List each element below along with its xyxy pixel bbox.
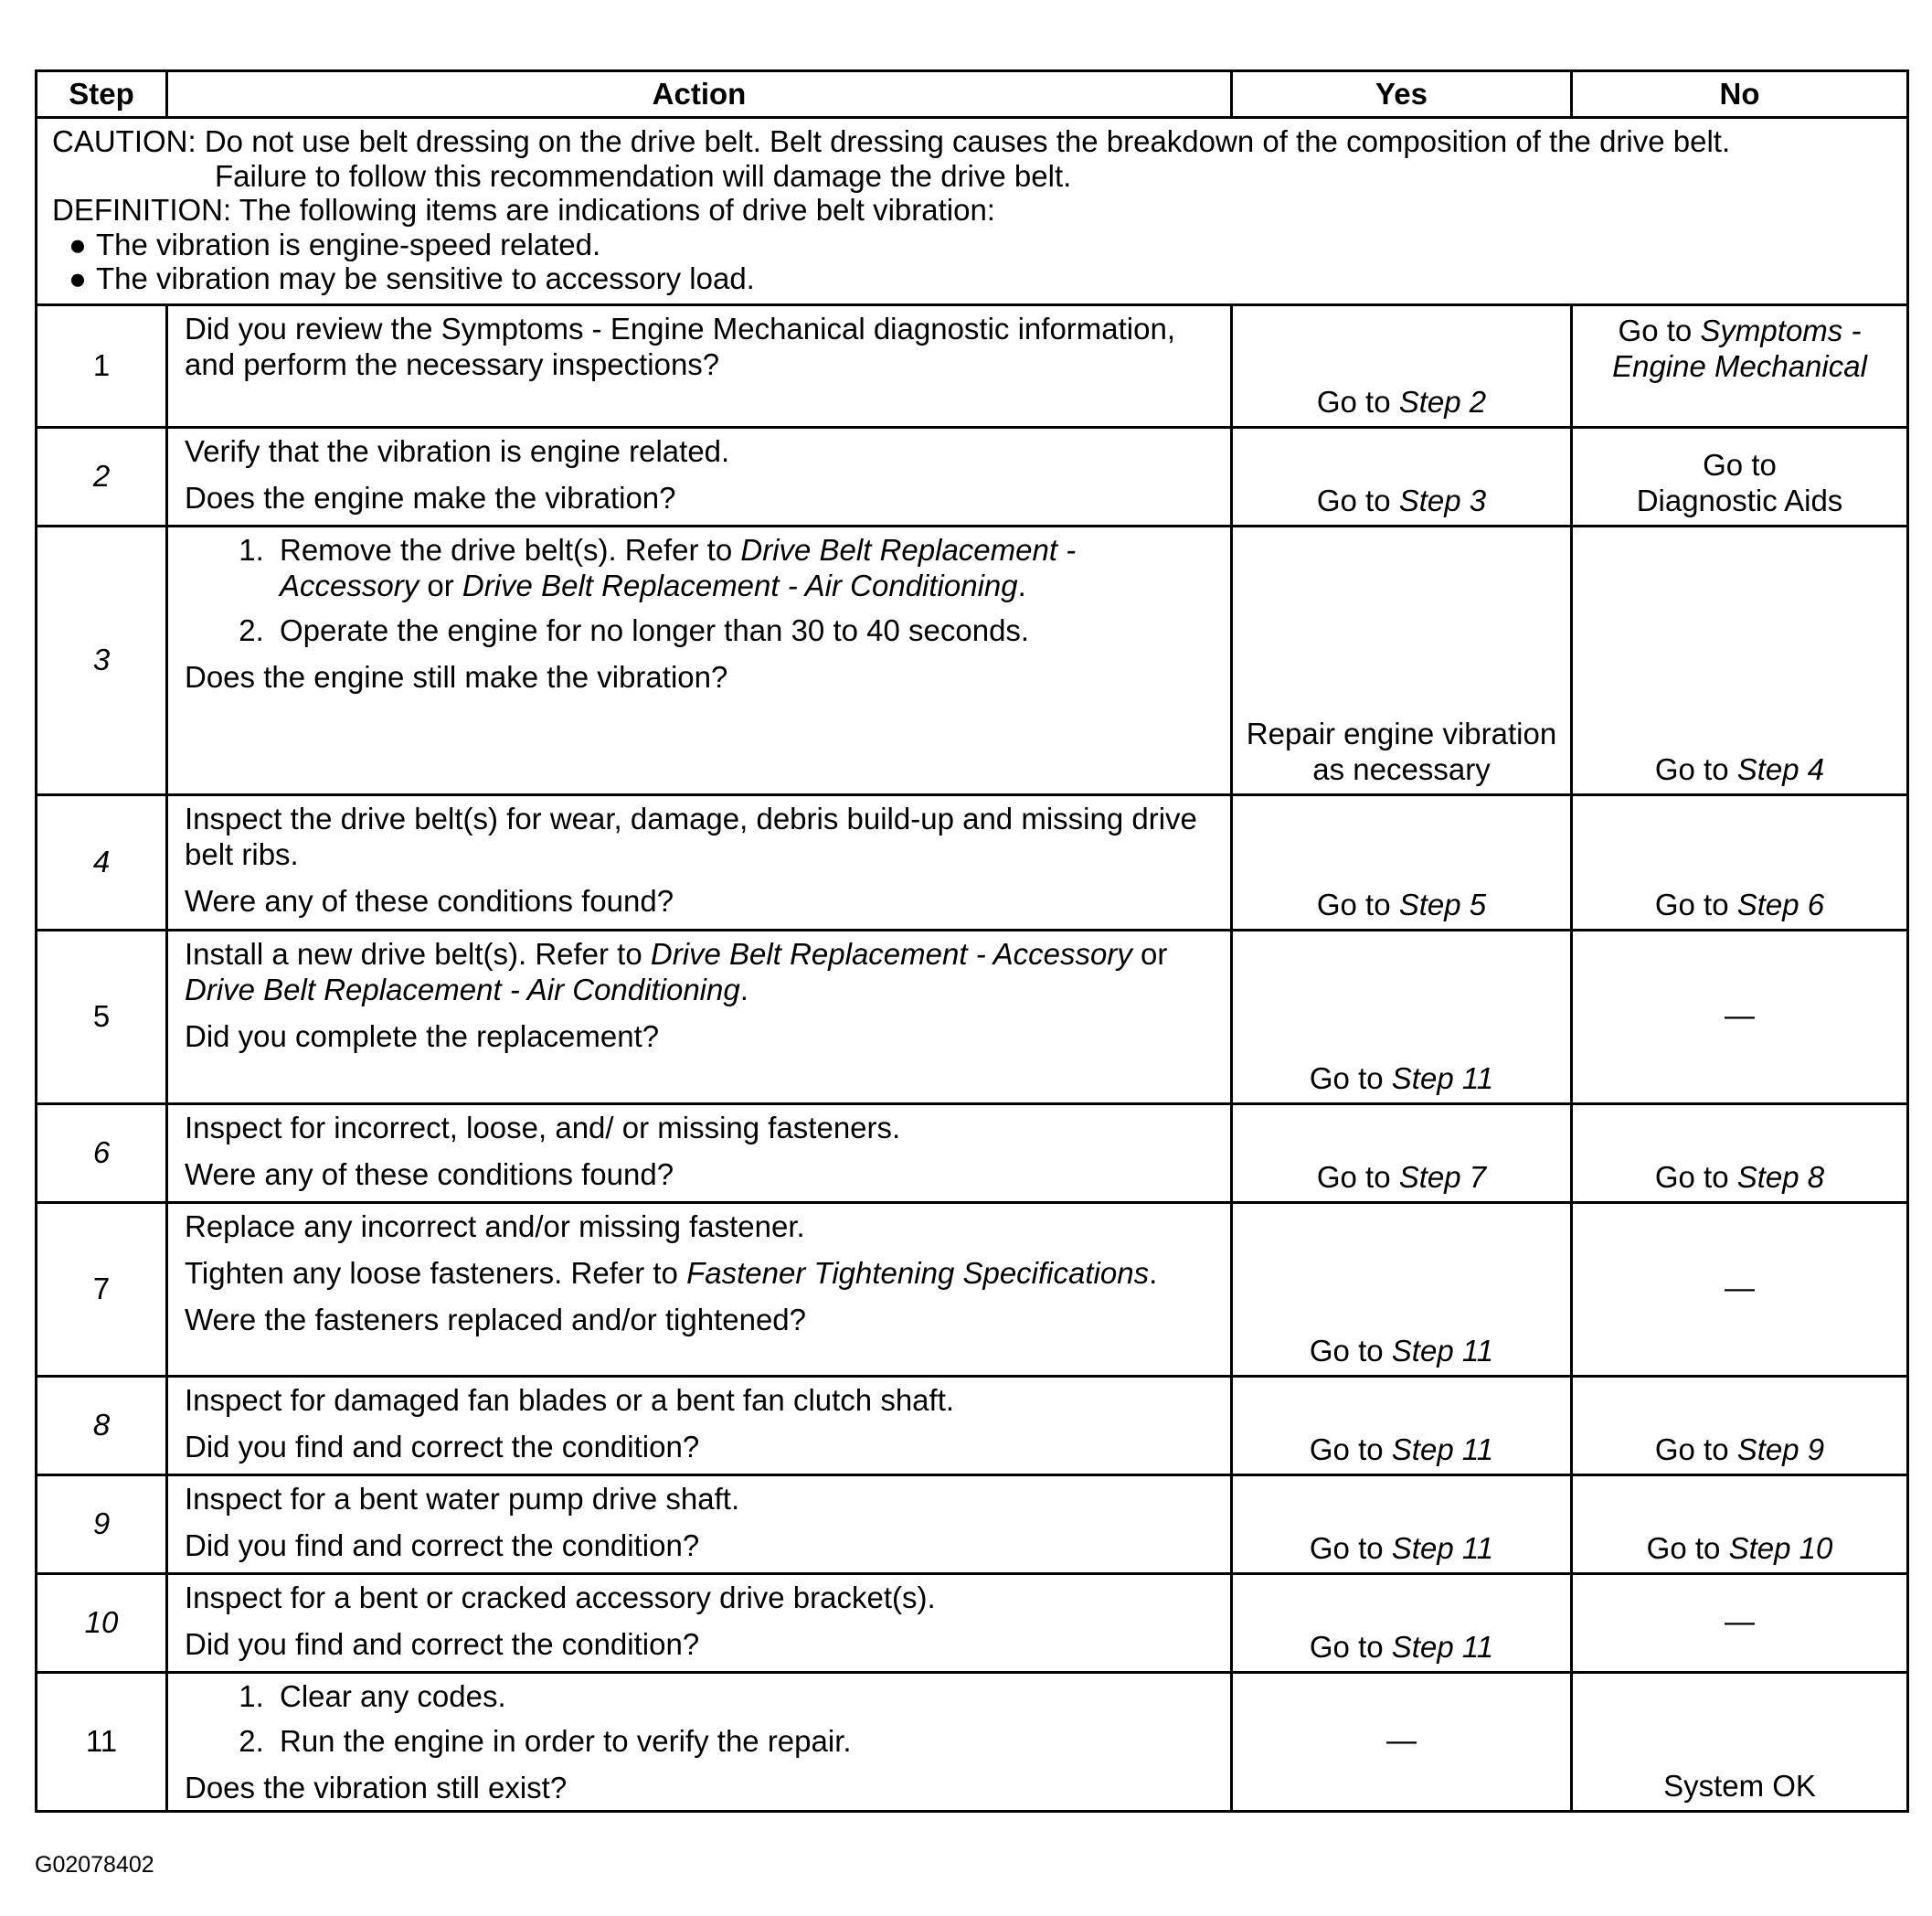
bullet-icon: ● [69,227,87,261]
figure-id: G02078402 [35,1852,154,1878]
no-cell: — [1572,1574,1908,1673]
table-row [37,527,1908,795]
action-text: Install a new drive belt(s). Refer to Drive Belt Replacement - Accessory or Drive Belt Replacement - Air Conditioning. [185,937,1168,1006]
definition-line: DEFINITION: The following items are indications of drive belt vibration: [52,193,995,228]
action-cell [167,527,1232,795]
action-text: Inspect for incorrect, loose, and/ or missing fasteners. [185,1111,901,1145]
table-row [37,1475,1908,1574]
action-list [185,1679,1214,1760]
action-cell [167,795,1232,931]
yes-cell: Go to Step 11 [1232,1475,1572,1574]
action-question: Were any of these conditions found? [185,883,674,918]
header-yes: Yes [1232,71,1572,118]
action-question: Did you find and correct the condition? [185,1429,700,1464]
no-cell: System OK [1572,1673,1908,1812]
step-number: 10 [37,1574,167,1673]
table-row [37,795,1908,931]
action-question: Did you find and correct the condition? [185,1626,700,1661]
yes-cell: Go to Step 11 [1232,1377,1572,1475]
action-question: Does the engine make the vibration? [185,480,676,515]
action-cell [167,931,1232,1104]
action-text: Inspect for damaged fan blades or a bent fan clutch shaft. [185,1383,955,1418]
table-row [37,1377,1908,1475]
caution-line-1: CAUTION: Do not use belt dressing on the drive belt. Belt dressing causes the breakdown of the composition of the drive belt. [52,124,1731,158]
yes-cell: Go to Step 3 [1232,428,1572,527]
step-number: 6 [37,1104,167,1203]
action-cell [167,1203,1232,1377]
action-text: Did you review the Symptoms - Engine Mechanical diagnostic information, and perform the necessary inspections? [185,312,1176,381]
yes-cell: Go to Step 2 [1232,305,1572,428]
caution-line-2: Failure to follow this recommendation will damage the drive belt. [215,158,1072,193]
no-cell: Go to Step 8 [1572,1104,1908,1203]
header-action: Action [167,71,1232,118]
action-text: Verify that the vibration is engine related. [185,434,730,469]
action-question: Did you find and correct the condition? [185,1527,700,1562]
action-question: Were the fasteners replaced and/or tightened? [185,1302,806,1336]
action-list [185,533,1214,649]
step-number: 5 [37,931,167,1104]
action-text: Replace any incorrect and/or missing fastener. [185,1209,805,1244]
table-row [37,305,1908,428]
no-cell: — [1572,1203,1908,1377]
yes-cell: Go to Step 11 [1232,931,1572,1104]
list-item: 2. Run the engine in order to verify the repair. [272,1724,1214,1760]
action-text: Inspect the drive belt(s) for wear, damage, debris build-up and missing drive belt ribs. [185,802,1197,871]
table-row [37,1203,1908,1377]
action-cell [167,1104,1232,1203]
action-question: Did you complete the replacement? [185,1018,660,1053]
action-cell [167,1673,1232,1812]
step-number: 4 [37,795,167,931]
diagnostic-table [35,69,1909,1813]
table-row [37,1104,1908,1203]
yes-cell: Go to Step 5 [1232,795,1572,931]
header-row [37,71,1908,118]
step-number: 2 [37,428,167,527]
yes-cell: Go to Step 11 [1232,1574,1572,1673]
action-cell [167,305,1232,428]
step-number: 8 [37,1377,167,1475]
action-cell [167,428,1232,527]
action-text: Inspect for a bent water pump drive shaft. [185,1482,740,1517]
yes-cell: Go to Step 7 [1232,1104,1572,1203]
step-number: 3 [37,527,167,795]
caution-definition-note [37,118,1908,305]
table-row [37,428,1908,527]
step-number: 1 [37,305,167,428]
yes-cell: Repair engine vibration as necessary [1232,527,1572,795]
action-question: Does the vibration still exist? [185,1770,568,1804]
list-item: 2. Operate the engine for no longer than 30 to 40 seconds. [272,613,1214,649]
bullet-icon: ● [69,261,87,296]
step-number: 9 [37,1475,167,1574]
no-cell: Go to Symptoms - Engine Mechanical [1572,305,1908,428]
no-cell: Go to Step 4 [1572,527,1908,795]
step-number: 7 [37,1203,167,1377]
list-item: 1. Remove the drive belt(s). Refer to Drive Belt Replacement - Accessory or Drive Belt Replacement - Air Conditioning. [272,533,1214,604]
action-cell [167,1377,1232,1475]
table-row [37,931,1908,1104]
header-no: No [1572,71,1908,118]
action-cell [167,1574,1232,1673]
table-row [37,1574,1908,1673]
no-cell: Go to Diagnostic Aids [1572,428,1908,527]
definition-bullet: ● The vibration may be sensitive to accessory load. [69,261,755,296]
action-text: Tighten any loose fasteners. Refer to Fastener Tightening Specifications. [185,1255,1158,1290]
action-cell [167,1475,1232,1574]
action-question: Were any of these conditions found? [185,1156,674,1191]
yes-cell: Go to Step 11 [1232,1203,1572,1377]
header-step: Step [37,71,167,118]
action-text: Inspect for a bent or cracked accessory drive bracket(s). [185,1581,936,1615]
step-number: 11 [37,1673,167,1812]
list-item: 1. Clear any codes. [272,1679,1214,1715]
action-question: Does the engine still make the vibration? [185,659,728,694]
no-cell: Go to Step 9 [1572,1377,1908,1475]
definition-bullet: ● The vibration is engine-speed related. [69,227,601,261]
no-cell: — [1572,931,1908,1104]
no-cell: Go to Step 10 [1572,1475,1908,1574]
table-row [37,1673,1908,1812]
no-cell: Go to Step 6 [1572,795,1908,931]
note-row [37,118,1908,305]
yes-cell: — [1232,1673,1572,1812]
